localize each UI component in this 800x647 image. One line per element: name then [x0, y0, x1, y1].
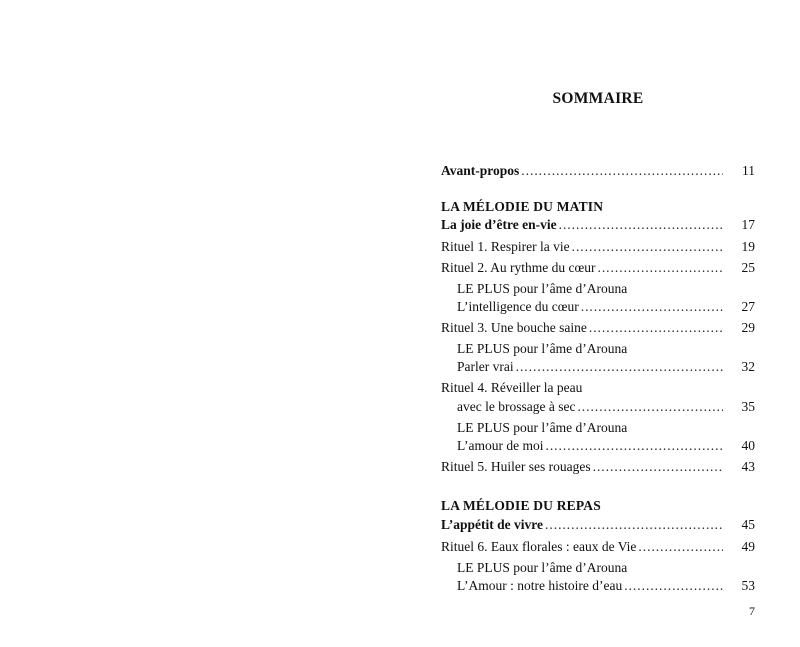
toc-entry-label: avec le brossage à sec [457, 399, 576, 414]
dot-leader [521, 162, 723, 180]
toc-entry-label: La joie d’être en-vie [441, 217, 557, 232]
toc-subheading: LE PLUS pour l’âme d’Arouna [457, 420, 628, 435]
section-heading-matin: LA MÉLODIE DU MATIN [441, 199, 604, 214]
dot-leader [577, 398, 723, 416]
toc-entry-rituel-1[interactable] [441, 238, 755, 256]
toc-entry-parler-vrai[interactable] [457, 358, 755, 376]
dot-leader [624, 577, 723, 595]
toc-entry-label: Parler vrai [457, 359, 514, 374]
page-number: 7 [749, 604, 755, 618]
toc-entry-page: 25 [741, 260, 755, 275]
page-title: SOMMAIRE [552, 90, 644, 107]
toc-entry-rituel-6[interactable] [441, 538, 755, 556]
dot-leader [545, 516, 723, 534]
toc-entry-page: 43 [741, 459, 755, 474]
dot-leader [559, 216, 723, 234]
toc-subheading: LE PLUS pour l’âme d’Arouna [457, 341, 628, 356]
toc-entry-page: 19 [741, 239, 755, 254]
dot-leader [589, 319, 723, 337]
table-of-contents [441, 0, 755, 647]
toc-entry-page: 11 [742, 163, 755, 178]
toc-subheading: Rituel 4. Réveiller la peau [441, 380, 583, 395]
toc-entry-amour-eau[interactable] [457, 577, 755, 595]
section-heading-repas: LA MÉLODIE DU REPAS [441, 498, 601, 513]
toc-entry-label: L’Amour : notre histoire d’eau [457, 578, 623, 593]
toc-entry-page: 40 [741, 438, 755, 453]
dot-leader [516, 358, 723, 376]
toc-entry-joie[interactable] [441, 216, 755, 234]
toc-entry-page: 32 [741, 359, 755, 374]
toc-entry-label: Rituel 1. Respirer la vie [441, 239, 570, 254]
toc-entry-rituel-2[interactable] [441, 259, 755, 277]
toc-entry-label: L’appétit de vivre [441, 517, 544, 532]
dot-leader [572, 238, 723, 256]
toc-subheading: LE PLUS pour l’âme d’Arouna [457, 281, 628, 296]
toc-entry-label: Rituel 3. Une bouche saine [441, 320, 587, 335]
toc-entry-avant-propos[interactable] [441, 162, 755, 180]
toc-entry-page: 29 [741, 320, 755, 335]
dot-leader [581, 298, 723, 316]
toc-subheading: LE PLUS pour l’âme d’Arouna [457, 560, 628, 575]
toc-entry-label: L’amour de moi [457, 438, 544, 453]
toc-entry-rituel-4[interactable] [457, 398, 755, 416]
dot-leader [597, 259, 723, 277]
dot-leader [545, 437, 723, 455]
toc-entry-page: 27 [741, 299, 755, 314]
toc-entry-label: Rituel 6. Eaux florales : eaux de Vie [441, 539, 637, 554]
toc-entry-label: Avant-propos [441, 163, 520, 178]
dot-leader [638, 538, 723, 556]
toc-entry-label: L’intelligence du cœur [457, 299, 579, 314]
toc-entry-page: 45 [741, 517, 755, 532]
toc-entry-page: 49 [741, 539, 755, 554]
toc-entry-rituel-3[interactable] [441, 319, 755, 337]
toc-entry-rituel-5[interactable] [441, 458, 755, 476]
toc-entry-page: 35 [741, 399, 755, 414]
toc-entry-appetit[interactable] [441, 516, 755, 534]
toc-entry-page: 17 [741, 217, 755, 232]
toc-entry-page: 53 [741, 578, 755, 593]
dot-leader [593, 458, 723, 476]
toc-entry-intelligence-coeur[interactable] [457, 298, 755, 316]
toc-entry-amour-de-moi[interactable] [457, 437, 755, 455]
toc-entry-label: Rituel 5. Huiler ses rouages [441, 459, 591, 474]
toc-entry-label: Rituel 2. Au rythme du cœur [441, 260, 596, 275]
